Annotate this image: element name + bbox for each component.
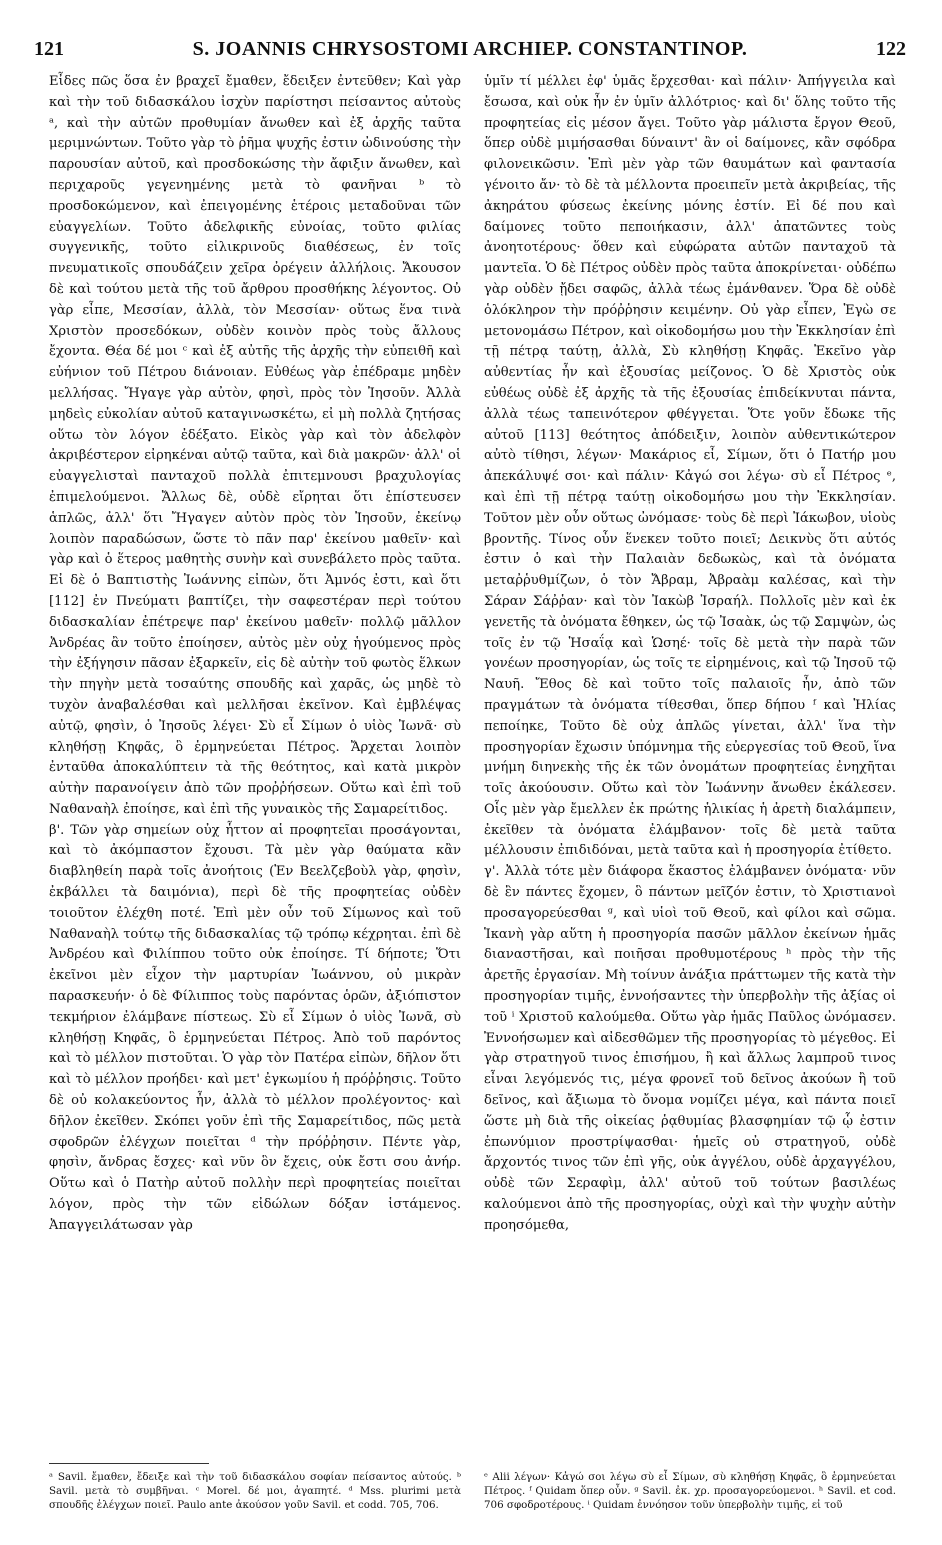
page-number-left: 121 [34,38,64,60]
footnotes-left [49,1470,461,1512]
page-header [34,38,906,64]
page-number-right: 122 [876,38,906,60]
right-paragraph-2: γ'. Ἀλλὰ τότε μὲν διάφορα ἕκαστος ἐλάμβανεν ὀνόματα· νῦν δὲ ἓν πάντες ἔχομεν, ὃ πάντων μεῖζόν ἐστιν, τὸ Χριστιανοὶ προσαγορεύεσθαι ᵍ, καὶ υἱοὶ τοῦ Θεοῦ, καὶ φίλοι καὶ σῶμα. Ἱκανὴ γὰρ αὕτη ἡ προσηγορία πασῶν μᾶλλον ἐκείνων ἡμᾶς διαναστῆσαι, καὶ ποιῆσαι προθυμοτέρους ʰ πρὸς τὴν τῆς ἀρετῆς ἐργασίαν. Μὴ τοίνυν ἀνάξια πράττωμεν τῆς κατὰ τὴν προσηγορίαν τιμῆς, ἐννοήσαντες τὴν ὑπερβολὴν τῆς ἀξίας οἱ τοῦ ⁱ Χριστοῦ καλούμεθα. Οὕτω γὰρ ἡμᾶς Παῦλος ὠνόμασεν. Ἐννοήσωμεν καὶ αἰδεσθῶμεν τῆς προσηγορίας τὸ μέγεθος. Εἰ γὰρ στρατηγοῦ τινος ἐπισήμου, ἢ καὶ ἄλλως λαμπροῦ τινος εἶναι λεγόμενός τις, μέγα φρονεῖ τοῦ δεῖνος ἀκούων ἢ τοῦ δεῖνος, καὶ ἄξιωμα τὸ ὄνομα νομίζει μέγα, καὶ πάντα ποιεῖ ὥστε μὴ διὰ τῆς οἰκείας ῥᾳθυμίας βλασφημίαν τῷ ᾧ ἐστιν ἐπωνύμιον προστρίψασθαι· ἡμεῖς οὐ στρατηγοῦ, οὐδὲ ἄρχοντός τινος τῶν ἐπὶ γῆς, οὐκ ἀγγέλου, οὐδὲ ἀρχαγγέλου, οὐδὲ τῶν Σεραφὶμ, ἀλλ' αὐτοῦ τοῦ τούτων βασιλέως καλούμενοι ἀπὸ τῆς προσηγορίας, οὐχὶ καὶ τὴν ψυχὴν αὐτὴν προησόμεθα, [484,864,896,1233]
running-title: S. JOANNIS CHRYSOSTOMI ARCHIEP. CONSTANTINOP. [192,38,748,60]
right-paragraph-1: ὑμῖν τί μέλλει ἐφ' ὑμᾶς ἔρχεσθαι· καὶ πάλιν· Ἀπήγγειλα καὶ ἔσωσα, καὶ οὐκ ἦν ἐν ὑμῖν ἀλλότριος· καὶ δι' ὅλης τοῦτο τῆς προφητείας εἰς μέσον ἄγει. Τοῦτο γὰρ μάλιστα ἔργον Θεοῦ, ὅπερ οὐδὲ μιμήσασθαι δύναιντ' ἂν οἱ δαίμονες, κἂν σφόδρα φιλονεικῶσιν. Ἐπὶ μὲν γὰρ τῶν θαυμάτων καὶ φαντασία γένοιτο ἄν· τὸ δὲ τὰ μέλλοντα προειπεῖν μετὰ ἀκριβείας, τῆς ἀκηράτου φύσεως ἐκείνης μόνης ἐστίν. Εἰ δέ που καὶ δαίμονες τοῦτο πεποιήκασιν, ἀλλ' ἀπατῶντες τοὺς ἀνοητοτέρους· ὅθεν καὶ εὐφώρατα αὐτῶν πανταχοῦ τὰ μαντεῖα. Ὁ δὲ Πέτρος οὐδὲν πρὸς ταῦτα ἀποκρίνεται· οὐδέπω γὰρ οὐδὲν ᾔδει σαφῶς, ἀλλὰ τέως ἐμάνθανεν. Ὅρα δὲ οὐδὲ ὁλόκληρον τὴν πρόῤῥησιν κειμένην. Οὐ γὰρ εἶπεν, Ἐγὼ σε μετονομάσω Πέτρον, καὶ οἰκοδομήσω μου τὴν Ἐκκλησίαν ἐπὶ τῇ πέτρᾳ ταύτῃ, ἀλλὰ, Σὺ κληθήσῃ Κηφᾶς. Ἐκεῖνο γὰρ αὐθεντίας ἦν καὶ ἐξουσίας μείζονος. Ὁ δὲ Χριστὸς οὐκ εὐθέως οὐδὲ ἐξ ἀρχῆς τὰ τῆς ἐξουσίας ἐπιδείκνυται πάντα, ἀλλὰ τέως ταπεινότερον φθέγγεται. Ὅτε γοῦν ἔδωκε τῆς αὐτοῦ [113] θεότητος ἀπόδειξιν, λοιπὸν αὐθεντικώτερον αὐτὸ τίθησι, λέγων· Μακάριος εἶ, Σίμων, ὅτι ὁ Πατήρ μου ἀπεκάλυψέ σοι· καὶ πάλιν· Κἀγώ σοι λέγω· σὺ εἶ Πέτρος ᵉ, καὶ ἐπὶ τῇ πέτρᾳ ταύτῃ οἰκοδομήσω μου τὴν Ἐκκλησίαν. Τοῦτον μὲν οὖν οὕτως ὠνόμασε· τοὺς δὲ περὶ Ἰάκωβον, υἱοὺς βροντῆς. Τίνος οὖν ἕνεκεν τοῦτο ποιεῖ; Δεικνὺς ὅτι αὐτός ἐστιν ὁ καὶ τὴν Παλαιὰν δεδωκὼς, καὶ τὰ ὀνόματα μεταῤῥυθμίζων, ὁ τὸν Ἄβραμ, Ἀβραὰμ καλέσας, καὶ τὴν Σάραν Σάῤῥαν· καὶ τὸν Ἰακὼβ Ἰσραήλ. Πολλοῖς μὲν καὶ ἐκ γενετῆς τὰ ὀνόματα ἔθηκεν, ὡς τῷ Ἰσαὰκ, ὡς τῷ Σαμψὼν, ὡς τοῖς ἐν τῷ Ἡσαΐᾳ καὶ Ὡσηέ· τοῖς δὲ μετὰ τὴν παρὰ τῶν γονέων προσηγορίαν, ὡς τοῖς τε εἰρημένοις, καὶ τῷ Ἰησοῦ τῷ Ναυῆ. Ἔθος δὲ καὶ τοῦτο τοῖς παλαιοῖς ἦν, ἀπὸ τῶν πραγμάτων τὰ ὀνόματα τίθεσθαι, ὅπερ δήπου ᶠ καὶ Ἠλίας πεποίηκε, Τοῦτο δὲ οὐχ ἁπλῶς γίνεται, ἀλλ' ἵνα τὴν προσηγορίαν ἔχωσιν ὑπόμνημα τῆς εὐεργεσίας τοῦ Θεοῦ, ἵνα μνήμη διηνεκὴς τῆς ἐκ τῶν ὀνομάτων προφητείας ἐνηχῆται τοῖς ἀκούουσιν. Οὕτω καὶ τὸν Ἰωάννην ἄνωθεν ἐκάλεσεν. Οἷς μὲν γὰρ ἔμελλεν ἐκ πρώτης ἡλικίας ἡ ἀρετὴ διαλάμπειν, ἐκεῖθεν τὰ ὀνόματα ἐλάμβανον· τοῖς δὲ μετὰ ταῦτα μέλλουσιν ἐπιδιδόναι, μετὰ ταῦτα καὶ ἡ προσηγορία ἐτίθετο. [484,74,896,859]
right-column [484,72,896,1237]
footnotes-right [484,1470,896,1512]
left-paragraph-1: Εἶδες πῶς ὅσα ἐν βραχεῖ ἔμαθεν, ἔδειξεν ἐντεῦθεν; Καὶ γὰρ καὶ τὴν τοῦ διδασκάλου ἰσχὺν παρίστησι πείσαντος αὐτοὺς ᵃ, καὶ τὴν αὐτῶν προθυμίαν ἄνωθεν καὶ ἐξ ἀρχῆς ταῦτα μεριμνώντων. Τοῦτο γὰρ τὸ ῥῆμα ψυχῆς ἐστιν ὠδινούσης τὴν παρουσίαν αὐτοῦ, καὶ προσδοκώσης τὴν ἄφιξιν ἄνωθεν, καὶ περιχαροῦς γεγενημένης μετὰ τὸ φανῆναι ᵇ τὸ προσδοκώμενον, καὶ ἐπειγομένης ἑτέροις μεταδοῦναι τῶν εὐαγγελίων. Τοῦτο ἀδελφικῆς εὐνοίας, τοῦτο φιλίας συγγενικῆς, τοῦτο εἰλικρινοῦς διαθέσεως, ἐν τοῖς πνευματικοῖς σπουδάζειν χεῖρα ὀρέγειν ἀλλήλοις. Ἄκουσον δὲ καὶ τούτου μετὰ τῆς τοῦ ἄρθρου προσθήκης λέγοντος. Οὐ γὰρ εἶπε, Μεσσίαν, ἀλλὰ, τὸν Μεσσίαν· οὕτως ἕνα τινὰ Χριστὸν προσεδόκων, οὐδὲν κοινὸν πρὸς τοὺς ἄλλους ἔχοντα. Θέα δέ μοι ᶜ καὶ ἐξ αὐτῆς τῆς ἀρχῆς τὴν εὐπειθῆ καὶ εὐήνιον τοῦ Πέτρου διάνοιαν. Εὐθέως γὰρ ἐπέδραμε μηδὲν μελλήσας. Ἤγαγε γὰρ αὐτὸν, φησὶ, πρὸς τὸν Ἰησοῦν. Ἀλλὰ μηδεὶς εὐκολίαν αὐτοῦ καταγινωσκέτω, εἰ μὴ πολλὰ ζητήσας οὕτω τὸν λόγον ἐδέξατο. Εἰκὸς γὰρ καὶ τὸν ἀδελφὸν ἀκριβέστερον εἰρηκέναι αὐτῷ ταῦτα, καὶ διὰ μακρῶν· ἀλλ' οἱ εὐαγγελισταὶ πανταχοῦ πολλὰ ἐπιτεμνουσι βραχυλογίας ἐπιμελούμενοι. Ἄλλως δὲ, οὐδὲ εἴρηται ὅτι ἐπίστευσεν ἁπλῶς, ἀλλ' ὅτι Ἤγαγεν αὐτὸν πρὸς τὸν Ἰησοῦν, ἐκείνῳ λοιπὸν παραδώσων, ὥστε τὸ πᾶν παρ' ἐκείνου μαθεῖν· καὶ γὰρ καὶ ὁ ἕτερος μαθητὴς συνὴν καὶ συνεβάλετο πρὸς ταῦτα. Εἰ δὲ ὁ Βαπτιστὴς Ἰωάννης εἰπὼν, ὅτι Ἀμνός ἐστι, καὶ ὅτι [112] ἐν Πνεύματι βαπτίζει, τὴν σαφεστέραν περὶ τούτου διδασκαλίαν ἐπέτρεψε παρ' ἐκείνου μαθεῖν· πολλῷ μᾶλλον Ἀνδρέας ἂν τοῦτο ἐποίησεν, αὐτὸς μὲν οὐχ ἡγούμενος πρὸς τὴν ἐξήγησιν πᾶσαν ἐξαρκεῖν, εἰς δὲ αὐτὴν τοῦ φωτὸς ἕλκων τὴν πηγὴν μετὰ τοσαύτης σπουδῆς καὶ χαρᾶς, ὡς μηδὲ τὸ τυχὸν ἀναβαλέσθαι καὶ μελλῆσαι ἐκεῖνον. Καὶ ἐμβλέψας αὐτῷ, φησὶν, ὁ Ἰησοῦς λέγει· Σὺ εἶ Σίμων ὁ υἱὸς Ἰωνᾶ· σὺ κληθήσῃ Κηφᾶς, ὃ ἑρμηνεύεται Πέτρος. Ἄρχεται λοιπὸν ἐνταῦθα ἀποκαλύπτειν τὰ τῆς θεότητος, καὶ κατὰ μικρὸν αὐτὴν παρανοίγειν ἀπὸ τῶν προῤῥήσεων. Οὕτω καὶ ἐπὶ τοῦ Ναθαναὴλ ἐποίησε, καὶ ἐπὶ τῆς γυναικὸς τῆς Σαμαρείτιδος. [49,74,461,817]
footnote-text-left: ᵃ Savil. ἔμαθεν, ἔδειξε καὶ τὴν τοῦ διδασκάλου σοφίαν πείσαντος αὐτούς. ᵇ Savil. μετὰ τὸ συμβῆναι. ᶜ Morel. δέ μοι, ἀγαπητέ. ᵈ Mss. plurimi μετὰ σπουδῆς ἐλέγχων ποιεῖ. Paulo ante ἀκούσον γοῦν Savil. et codd. 705, 706. [49,1471,461,1511]
footnote-text-right: ᵉ Alii λέγων· Κἀγώ σοι λέγω σὺ εἶ Σίμων, σὺ κληθήσῃ Κηφᾶς, ὃ ἑρμηνεύεται Πέτρος. ᶠ Quidam ὅπερ οὖν. ᵍ Savil. ἐκ. χρ. προσαγορεύομενοι. ʰ Savil. et cod. 706 σφοδροτέρους. ⁱ Quidam ἐννόησον τοῦν ὑπερβολὴν τιμῆς, εἰ τοῦ [484,1471,896,1511]
left-column [49,72,461,1237]
footnote-rule [49,1463,209,1464]
left-paragraph-2: β'. Τῶν γὰρ σημείων οὐχ ἧττον αἱ προφητεῖαι προσάγονται, καὶ τὸ ἀκόμπαστον ἔχουσι. Τὰ μὲν γὰρ θαύματα κἂν διαβληθείη παρὰ τοῖς ἀνοήτοις (Ἐν Βεελζεβοὺλ γὰρ, φησὶν, ἐκβάλλει τὰ δαιμόνια), περὶ δὲ τῆς προφητείας οὐδὲν τοιοῦτον ἐλέχθη ποτέ. Ἐπὶ μὲν οὖν τοῦ Σίμωνος καὶ τοῦ Ναθαναὴλ τούτῳ τῆς διδασκαλίας τῷ τρόπῳ κέχρηται. ἐπὶ δὲ Ἀνδρέου καὶ Φιλίππου τοῦτο οὐκ ἐποίησε. Τί δήποτε; Ὅτι ἐκεῖνοι μὲν εἶχον τὴν μαρτυρίαν Ἰωάννου, οὐ μικρὰν παρασκευήν· ὁ δὲ Φίλιππος τοὺς παρόντας ὁρῶν, ἀξιόπιστον τεκμήριον ἐλάμβανε πίστεως. Σὺ εἶ Σίμων ὁ υἱὸς Ἰωνᾶ, σὺ κληθήσῃ Κηφᾶς, ὃ ἑρμηνεύεται Πέτρος. Ἀπὸ τοῦ παρόντος καὶ τὸ μέλλον πιστοῦται. Ὁ γὰρ τὸν Πατέρα εἰπὼν, δῆλον ὅτι καὶ τὸ μέλλον προήδει· καὶ μετ' ἐγκωμίου ἡ πρόῤῥησις. Τοῦτο δὲ οὐ κολακεύοντος ἦν, ἀλλὰ τὸ μέλλον προλέγοντος· καὶ δῆλον ἐκεῖθεν. Σκόπει γοῦν ἐπὶ τῆς Σαμαρείτιδος, πῶς μετὰ σφοδρῶν ἐλέγχων ποιεῖται ᵈ τὴν πρόῤῥησιν. Πέντε γὰρ, φησὶν, ἄνδρας ἔσχες· καὶ νῦν ὃν ἔχεις, οὐκ ἔστι σου ἀνήρ. Οὕτω καὶ ὁ Πατὴρ αὐτοῦ πολλὴν περὶ προφητείας ποιεῖται λόγον, πρὸς τὴν τῶν εἰδώλων δόξαν ἱστάμενος. Ἀπαγγειλάτωσαν γὰρ [49,822,461,1233]
